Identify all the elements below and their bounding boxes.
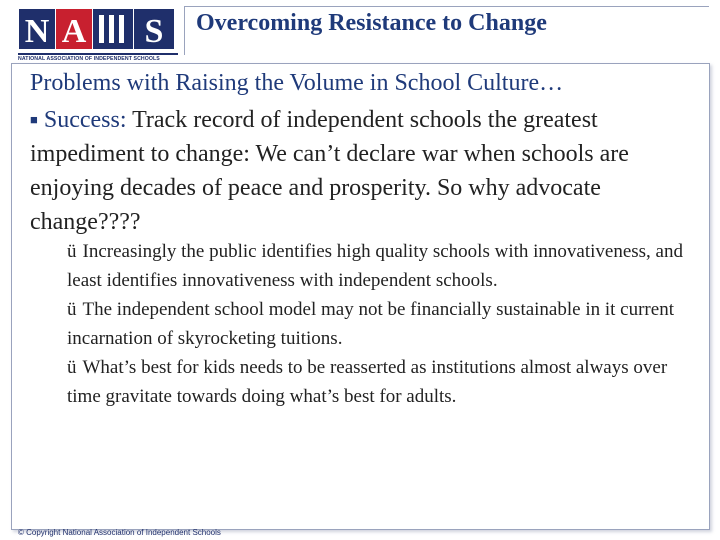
- svg-text:N: N: [24, 13, 50, 50]
- nais-logo: [18, 8, 178, 62]
- square-bullet-icon: ■: [30, 112, 38, 127]
- sub-bullet-item: [67, 295, 697, 353]
- sub-bullet-text: What’s best for kids needs to be reasserted as institutions almost always over time gravitate towards doing what’s best for adults.: [67, 357, 668, 407]
- svg-text:S: S: [144, 13, 164, 50]
- logo-caption: NATIONAL ASSOCIATION OF INDEPENDENT SCHOOLS: [18, 53, 178, 62]
- sub-bullet-item: [67, 237, 697, 295]
- svg-text:A: A: [61, 13, 87, 50]
- bullet-label: Success:: [43, 107, 127, 133]
- check-icon: ü: [67, 299, 77, 320]
- nais-logo-mark: [18, 8, 178, 50]
- sub-bullet-item: [67, 353, 697, 411]
- copyright-footer: © Copyright National Association of Independent Schools: [18, 528, 221, 537]
- sub-bullet-text: Increasingly the public identifies high quality schools with innovativeness, and least identifies innovativeness with independent schools.: [67, 241, 683, 291]
- sub-bullet-text: The independent school model may not be financially sustainable in it current incarnation of skyrocketing tuitions.: [67, 299, 674, 349]
- sub-bullet-list: [67, 237, 697, 411]
- bullet-text: Track record of independent schools the greatest impediment to change: We can’t declare war when schools are enjoying decades of peace and prosperity. So why advocate change????: [30, 107, 629, 235]
- check-icon: ü: [67, 241, 77, 262]
- slide-heading: Problems with Raising the Volume in School Culture…: [30, 70, 564, 96]
- slide-title: Overcoming Resistance to Change: [196, 10, 547, 36]
- main-bullet: [30, 103, 670, 239]
- check-icon: ü: [67, 357, 77, 378]
